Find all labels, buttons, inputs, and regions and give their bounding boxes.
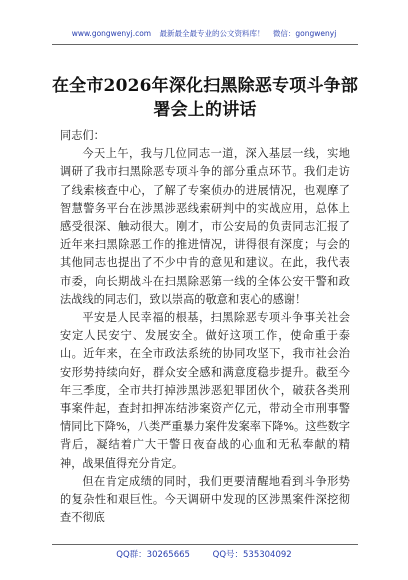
paragraph-2: 平安是人民幸福的根基，扫黑除恶专项斗争事关社会安定人民安宁、发展安全。做好这项工作，使命重于泰山。近年来，在全市政法系统的协同攻坚下，我市社会治安形势持续向好，群众安全感和满意度稳步提升。截至今年三季度，全市共打掉涉黑涉恶犯罪团伙个，破获各类刑事案件起，查封扣押冻结涉案资产亿元，带动全市刑事警情同比下降%，八类严重暴力案件发案率下降%。这些数字背后，凝结着广大干警日夜奋战的心血和无私奉献的精神，战果值得充分肯定。 (60, 311, 350, 470)
document-title: 在全市2026年深化扫黑除恶专项斗争部署会上的讲话 (51, 76, 359, 120)
footer-qq: QQ号：535304092 (212, 550, 292, 560)
header-website-link[interactable]: www.gongwenyj.com (71, 29, 152, 38)
footer-divider (52, 544, 358, 545)
footer-qq-group: QQ群：30265665 (116, 550, 190, 560)
greeting: 同志们： (60, 129, 105, 142)
header-slogan: 最新最全最专业的公文资料库！ (159, 29, 265, 38)
paragraph-1: 今天上午，我与几位同志一道，深入基层一线，实地调研了我市扫黑除恶专项斗争的部分重点环节。我们走访了线索核查中心，了解了专案侦办的进展情况，也观摩了智慧警务平台在涉黑涉恶线索研判中的实战应用，总体上感受很深、触动很大。刚才，市公安局的负责同志汇报了近年来扫黑除恶工作的推进情况，讲得很有深度；与会的其他同志也提出了不少中肯的意见和建议。在此，我代表市委，向长期战斗在扫黑除恶第一线的全体公安干警和政法战线的同志们，致以崇高的敬意和衷心的感谢！ (60, 147, 350, 306)
page-footer (0, 548, 408, 560)
document-body (60, 127, 350, 527)
page-header (0, 28, 408, 39)
header-wechat: 微信：gongwenyj (272, 29, 337, 38)
header-divider (52, 44, 358, 45)
paragraph-3: 但在肯定成绩的同时，我们更要清醒地看到斗争形势的复杂性和艰巨性。今天调研中发现的区涉黑案件深挖彻查不彻底 (60, 474, 350, 525)
